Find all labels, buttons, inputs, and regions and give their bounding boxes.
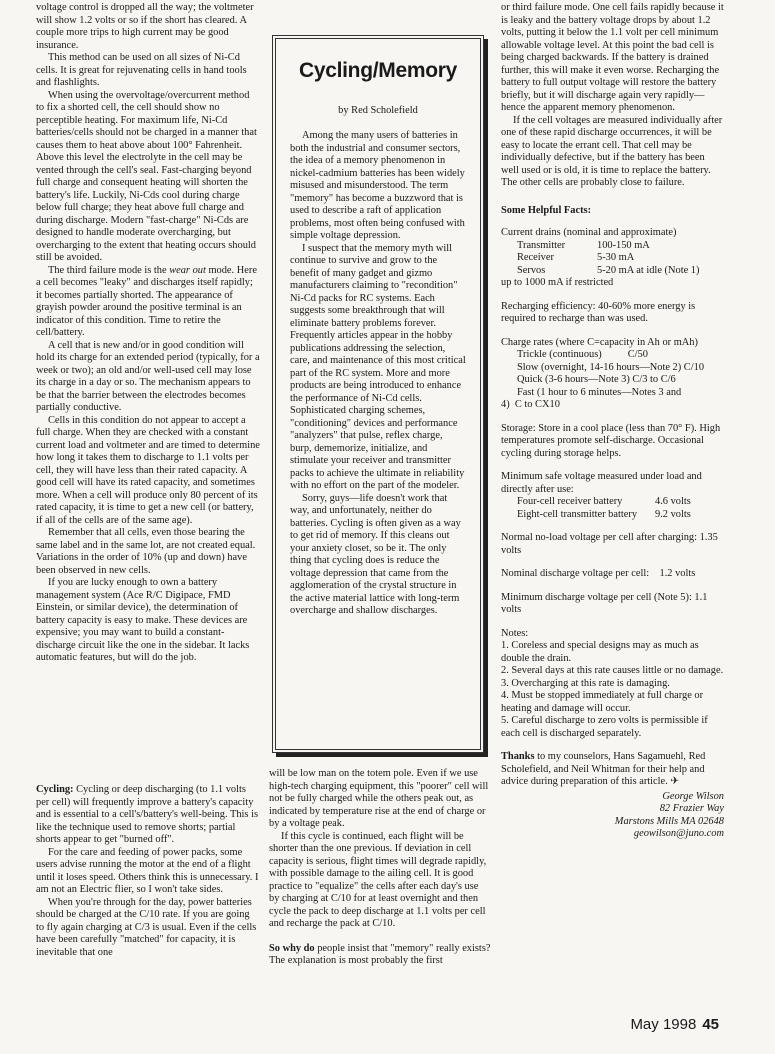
drain-name: Transmitter (517, 239, 566, 251)
notes (501, 628, 724, 741)
drains-tail: up to 1000 mA if restricted (501, 277, 614, 288)
note-item: 5. Careful discharge to zero volts is permissible if each cell is discharged separately. (501, 715, 708, 739)
text-run: mode. Here a cell becomes "leaky" and discharges itself rapidly; it becomes partially shorted. The appearance of grayish powder around the positive terminal is an indicator of this condition. Time to retire the cell/battery. (36, 264, 257, 338)
min-discharge-voltage: Minimum discharge voltage per cell (Note 5): 1.1 volts (501, 591, 708, 615)
author-name: George Wilson (662, 790, 724, 802)
paragraph (269, 943, 491, 968)
sidebar-box (272, 35, 484, 753)
notes-title: Notes: (501, 627, 529, 639)
page-number: 45 (702, 1016, 719, 1033)
min-safe-voltage (501, 471, 724, 521)
rate-row: Slow (overnight, 14-16 hours—Note 2) C/10 (517, 361, 705, 373)
minsafe-value: 9.2 volts (655, 508, 691, 520)
paragraph: A cell that is new and/or in good condition will hold its charge for an extended period (typically, for a week or two); an old and/or well-used cell may lose its charge in a day or so. The mechanism appears to be that the barrier between the electrodes becomes partially conductive. (36, 339, 260, 413)
facts-heading: Some Helpful Facts: (501, 204, 592, 216)
paragraph: will be low man on the totem pole. Even if we use high-tech charging equipment, this "poorer" cell will not be fully charged while the others peak out, as indicated by temperature rise at the end of charge or by a voltage peak. (269, 768, 489, 829)
note-item: 2. Several days at this rate causes little or no damage. (501, 665, 724, 676)
sidebar-byline: by Red Scholefield (338, 105, 418, 116)
paragraph: Cells in this condition do not appear to accept a full charge. When they are checked with a constant current load and voltmeter and are timed to determine how long it takes them to discharge to 1.1 volts per cell, they will have less than their rated capacity. A good cell will have its rated capacity, and sometimes more. When a cell will produce only 80 percent of its rated capacity, it is time to get a new cell (or battery, if all of the cells are of the same age). (36, 414, 260, 526)
drain-row (501, 265, 724, 278)
note-item: 1. Coreless and special designs may as much as double the drain. (501, 640, 699, 664)
no-load-voltage: Normal no-load voltage per cell after charging: 1.35 volts (501, 532, 718, 556)
paragraph: If you are lucky enough to own a battery management system (Ace R/C Digipace, FMD Einstein, or similar device), the determination of battery capacity is easy to make. These devices are expensive; you may want to build a constant-discharge circuit like the one in the sidebar. It lacks automatic features, but will do the job. (36, 577, 250, 663)
drain-value: 5-20 mA at idle (Note 1) (597, 264, 700, 276)
paragraph: I suspect that the memory myth will continue to survive and grow to the benefit of many gadget and gizmo manufacturers claiming to "recondition" Ni-Cd packs for RC systems. Each suggests some breakthrough that will eliminate battery problems forever. Frequently articles appear in the hobby publications addressing the selection, care, and maintenance of this most critical part of the RC system. More and more products are being introduced to enhance the performance of Ni-Cd cells. Sophisticated charging schemes, "conditioning" devices and performance "analyzers" that pulse, reflex charge, burp, dememorize, initialize, and stimulate your receiver and transmitter packs to achieve the ultimate in reliability with no effort on the part of the modeler. (290, 242, 466, 491)
paragraph: If this cycle is continued, each flight will be shorter than the one previous. If deviation in cell capacity is serious, flight times will degrade rapidly, with possible damage to the ailing cell. It is good practice to "equalize" the cells after each day's use by charging at C/10 for at least overnight and then cycle the pack to deep discharge at 1.1 volts per cell and recharge the pack at C/10. (269, 830, 487, 929)
nominal-voltage: Nominal discharge voltage per cell: 1.2 volts (501, 568, 696, 579)
minsafe-name: Eight-cell transmitter battery (517, 508, 638, 520)
thanks-text: to my counselors, Hans Sagamuehl, Red Scholefield, and Neil Whitman for their help and advice during preparation of this article. ✈ (501, 751, 706, 787)
drain-name: Receiver (517, 252, 554, 263)
rate-row: Fast (1 hour to 6 minutes—Notes 3 and (517, 386, 682, 398)
column-2 (269, 768, 491, 968)
paragraph (36, 784, 260, 847)
current-drains (501, 227, 724, 290)
column-1-cycling (36, 784, 260, 959)
author-street: 82 Frazier Way (659, 803, 724, 814)
emphasis-text: wear out (169, 264, 206, 276)
page-footer (630, 1016, 719, 1033)
author-city: Marstons Mills MA 02648 (614, 815, 724, 827)
text-run: The third failure mode is the (48, 264, 170, 276)
paragraph: Sorry, guys—life doesn't work that way, and unfortunately, neither do batteries. Cycling is often given as a way to get rid of memory. If this cleans out your anxiety closet, so be it. The only thing that cycling does is reduce the voltage depression that came from the agglomeration of the crystal structure in the active material lattice with long-term overcharge and shallow discharges. (290, 492, 461, 616)
paragraph: voltage control is dropped all the way; the voltmeter will show 1.2 volts or so if the short has cleared. A couple more trips to high current may be good insurance. (36, 2, 254, 51)
column-1 (36, 2, 260, 665)
drain-value: 100-150 mA (597, 239, 650, 251)
text-run: Cycling or deep discharging (to 1.1 volts per cell) will frequently improve a battery's capacity and is essential to a cell's/battery's well-being. This is like the technique used to remove shorts; partial shorts appear to get "burned off". (36, 784, 258, 845)
paragraph: When using the overvoltage/overcurrent method to fix a shorted cell, the cell should show no perceptible heating. For maximum life, Ni-Cd batteries/cells should not be charged in a manner that causes them to heat above about 100° Fahrenheit. Above this level the electrolyte in the cell may be vented through the cell's seal. Fast-charging beyond full charge and consequent heating will shorten the battery's life. Luckily, Ni-Cds cool during charge below full charge; they heat above full charge and during discharge. Modern "fast-charge" Ni-Cds are designed to handle moderate overcharging, but overcharging to the extent that heating occurs should still be avoided. (36, 89, 257, 263)
drains-title: Current drains (nominal and approximate) (501, 227, 677, 238)
paragraph: When you're through for the day, power batteries should be charged at the C/10 rate. If you are going to fly again charging at C/3 is usual. Even if the cells have been carefully "matched" for capacity, it is inevitable that one (36, 896, 257, 958)
signature (501, 791, 724, 841)
minsafe-row (501, 509, 724, 522)
thanks (501, 751, 724, 789)
paragraph: Among the many users of batteries in both the industrial and consumer sectors, the idea of a memory phenomenon in nickel-cadmium batteries has been widely misused and misunderstood. The term "memory" has become a buzzword that is used to describe a raft of application problems, most often being confused with simple voltage depression. (290, 130, 465, 241)
rate-row: 4) C to CX10 (501, 399, 560, 410)
paragraph: This method can be used on all sizes of Ni-Cd cells. It is great for rejuvenating cells in hand tools and flashlights. (36, 52, 247, 88)
text-run: people insist that "memory" really exists? The explanation is most probably the first (269, 942, 491, 966)
rate-row: Quick (3-6 hours—Note 3) C/3 to C/6 (517, 374, 676, 385)
sidebar-title: Cycling/Memory (298, 59, 457, 82)
drain-value: 5-30 mA (597, 252, 635, 263)
rate-row: Trickle (continuous) C/50 (517, 349, 648, 360)
note-item: 4. Must be stopped immediately at full charge or heating and damage will occur. (501, 690, 704, 714)
minsafe-name: Four-cell receiver battery (517, 496, 623, 507)
helpful-facts (501, 205, 724, 841)
thanks-lead: Thanks (501, 751, 535, 762)
author-email: geowilson@juno.com (633, 828, 724, 839)
paragraph: If the cell voltages are measured individually after one of these rapid discharge occurrences, it will be easy to locate the errant cell. That cell may be individually defective, but if the battery has been well used or is old, it is time to replace the battery. The other cells are probably close to failure. (501, 114, 723, 188)
drain-row (501, 252, 724, 265)
drain-row (501, 240, 724, 253)
issue-date: May 1998 (630, 1016, 697, 1033)
run-in-heading: So why do (269, 942, 315, 954)
paragraph: Remember that all cells, even those bearing the same label and in the same lot, are not created equal. Variations in the order of 10% (up and down) have been observed in new cells. (36, 527, 256, 576)
recharging-efficiency: Recharging efficiency: 40-60% more energy is required to recharge than was used. (501, 300, 696, 324)
paragraph (36, 265, 260, 340)
paragraph: For the care and feeding of power packs, some users advise running the motor at the end of a flight until it loses speed. Others think this is unnecessary. I am not an Electric flier, so I won't take sides. (36, 846, 259, 895)
paragraph: or third failure mode. One cell fails rapidly because it is leaky and the battery voltage drops by about 1.2 volts, putting it below the 1.1 volt per cell minimum allowable voltage level. At this point the bad cell is being charged backwards. If the battery is drained further, this will make it even worse. Recharging the battery to full output voltage will restore the battery briefly, but it will discharge again very rapidly—hence the apparent memory phenomenon. (501, 2, 724, 113)
minsafe-row (501, 496, 724, 509)
note-item: 3. Overcharging at this rate is damaging. (501, 677, 670, 689)
minsafe-value: 4.6 volts (655, 496, 691, 507)
drain-name: Servos (517, 264, 546, 276)
storage: Storage: Store in a cool place (less than 70° F). High temperatures promote self-discharge. Occasional cycling during storage helps. (501, 422, 721, 459)
notes-list (501, 640, 724, 740)
charge-rates (501, 337, 724, 412)
run-in-heading: Cycling: (36, 784, 74, 795)
rates-title: Charge rates (where C=capacity in Ah or mAh) (501, 336, 698, 348)
minsafe-title: Minimum safe voltage measured under load and directly after use: (501, 471, 702, 495)
column-3 (501, 2, 724, 841)
